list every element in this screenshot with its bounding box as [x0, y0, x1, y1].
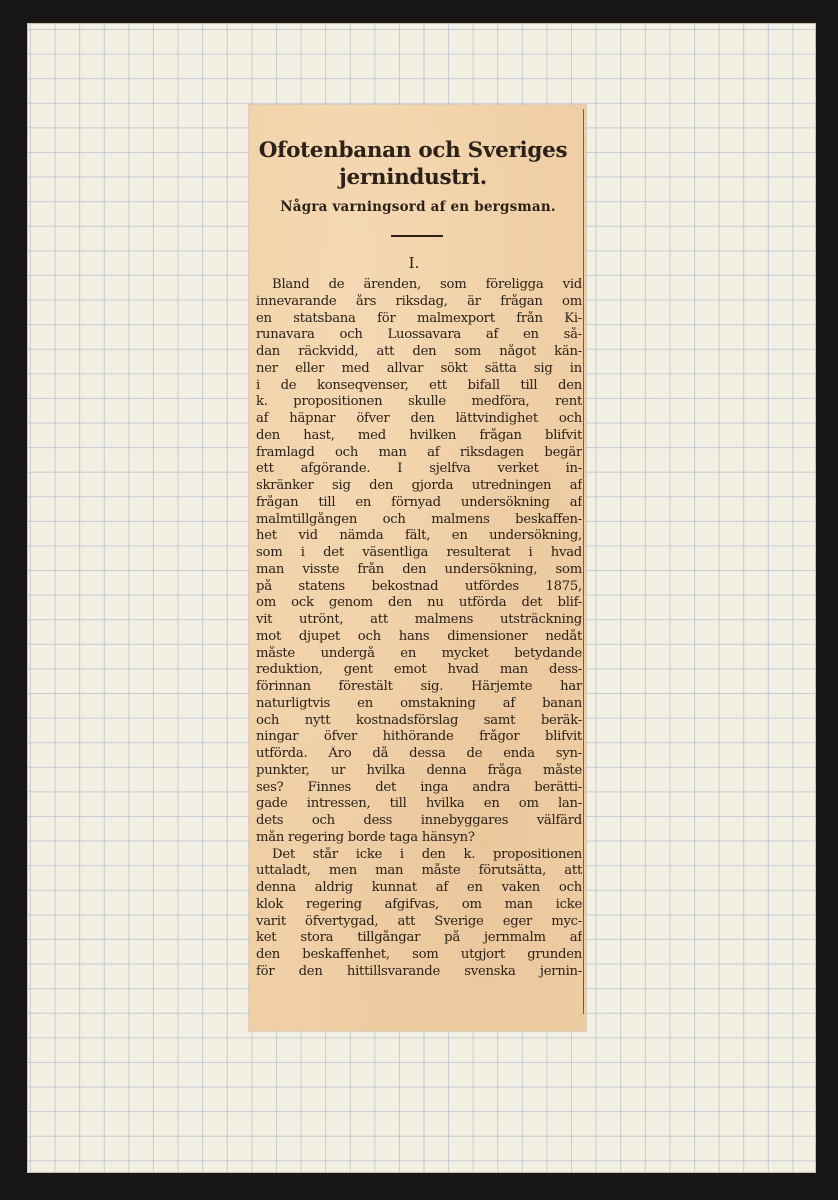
column-rule [583, 109, 584, 1014]
text-line: i de konseqvenser, ett bifall till den [256, 377, 582, 393]
text-line: uttaladt, men man måste förutsätta, att [256, 863, 582, 879]
section-number: I. [408, 254, 420, 272]
text-line: måste undergå en mycket betydande [256, 645, 582, 661]
text-line: förinnan förestält sig. Härjemte har [256, 679, 582, 694]
text-line: för den hittillsvarande svenska jernin- [256, 963, 582, 979]
text-line: ket stora tillgångar på jernmalm af [256, 930, 582, 946]
text-line: klok regering afgifvas, om man icke [256, 896, 582, 912]
text-line: malmtillgången och malmens beskaffen- [256, 511, 582, 527]
text-line: gade intressen, till hvilka en om lan- [256, 796, 582, 812]
newspaper-clipping [249, 105, 586, 1031]
text-line: reduktion, gent emot hvad man dess- [256, 662, 582, 678]
text-line: Det står icke i den k. propositionen [272, 846, 582, 862]
text-line: af häpnar öfver den lättvindighet och [256, 411, 582, 426]
title-line-1: Ofotenbanan och Sveriges [258, 138, 568, 163]
text-line: framlagd och man af riksdagen begär [256, 444, 582, 460]
separator-dash [391, 235, 443, 237]
text-line: den beskaffenhet, som utgjort grunden [256, 947, 582, 962]
article-body [256, 277, 582, 981]
text-line: mån regering borde taga hänsyn? [256, 829, 475, 845]
text-line: utförda. Äro då dessa de enda syn- [256, 746, 582, 761]
text-line: om ock genom den nu utförda det blif- [256, 595, 582, 611]
text-line: ner eller med allvar sökt sätta sig in [256, 360, 582, 376]
text-line: man visste från den undersökning, som [256, 561, 582, 577]
text-line: vit utrönt, att malmens utsträckning [256, 612, 582, 627]
text-line: punkter, ur hvilka denna fråga måste [256, 762, 582, 778]
article-subtitle: Några varningsord af en bergsman. [280, 199, 556, 215]
text-line: ningar öfver hithörande frågor blifvit [256, 729, 582, 745]
title-line-2: jernindustri. [339, 165, 487, 190]
text-line: på statens bekostnad utfördes 1875, [256, 578, 582, 594]
text-line: frågan till en förnyad undersökning af [256, 494, 582, 510]
text-line: som i det väsentliga resulterat i hvad [256, 545, 582, 560]
text-line: Bland de ärenden, som föreligga vid [272, 277, 582, 292]
text-line: och nytt kostnadsförslag samt beräk- [256, 712, 582, 728]
text-line: runavara och Luossavara af en så- [256, 327, 582, 343]
text-line: het vid nämda fält, en undersökning, [256, 528, 582, 544]
text-line: skränker sig den gjorda utredningen af [256, 478, 582, 493]
text-line: k. propositionen skulle medföra, rent [256, 394, 582, 410]
text-line: varit öfvertygad, att Sverige eger myc- [256, 913, 582, 929]
text-line: denna aldrig kunnat af en vaken och [256, 880, 582, 895]
text-line: ett afgörande. I sjelfva verket in- [256, 461, 582, 477]
text-line: naturligtvis en omstakning af banan [256, 695, 582, 711]
article-title [253, 137, 573, 191]
text-line: innevarande års riksdag, är frågan om [256, 293, 582, 309]
text-line: en statsbana för malmexport från Ki- [256, 310, 582, 326]
text-line: dets och dess innebyggares välfärd [256, 813, 582, 828]
text-line: dan räckvidd, att den som något kän- [256, 344, 582, 359]
text-line: den hast, med hvilken frågan blifvit [256, 427, 582, 443]
text-line: mot djupet och hans dimensioner nedåt [256, 628, 582, 644]
graph-paper-sheet [27, 23, 816, 1173]
text-line: ses? Finnes det inga andra berätti- [256, 779, 582, 795]
